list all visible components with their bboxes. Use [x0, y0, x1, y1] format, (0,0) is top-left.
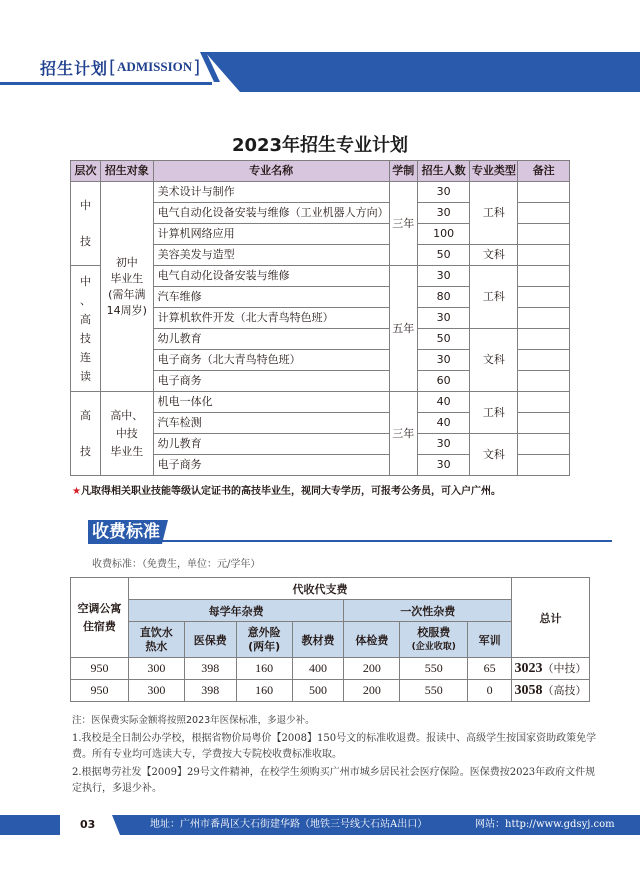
count-cell: 40 [417, 413, 470, 434]
major-name: 电气自动化设备安装与维修（工业机器人方向） [153, 203, 389, 224]
fee-value: 0 [468, 680, 512, 702]
major-name: 汽车维修 [153, 287, 389, 308]
count-cell: 30 [417, 350, 470, 371]
header-title-en: ADMISSION [117, 59, 193, 74]
table-row [71, 680, 590, 702]
count-cell: 50 [417, 245, 470, 266]
level-cell: 高 技 [71, 392, 101, 476]
total-header: 总计 [512, 578, 590, 658]
duration-cell: 三年 [389, 182, 417, 266]
header-duration: 学制 [389, 161, 417, 182]
level-cell: 中 、 高 技 连 读 [71, 266, 101, 392]
fee-item-uniform: 校服费 (企业收取) [400, 622, 468, 658]
remarks-cell [518, 287, 570, 308]
duration-cell: 五年 [389, 266, 417, 392]
type-cell: 文科 [470, 434, 518, 476]
page-title: 2023年招生专业计划 [231, 135, 409, 156]
count-cell: 30 [417, 182, 470, 203]
major-name: 幼儿教育 [153, 329, 389, 350]
remarks-cell [518, 455, 570, 476]
yearly-fee-header: 每学年杂费 [128, 600, 344, 622]
header-remarks: 备注 [518, 161, 570, 182]
remarks-cell [518, 329, 570, 350]
fee-subtitle: 收费标准：（免费生，单位：元/学年） [92, 559, 261, 570]
remarks-cell [518, 203, 570, 224]
once-fee-header: 一次性杂费 [344, 600, 512, 622]
footer-website[interactable]: 网站：http://www.gdsyj.com [475, 819, 615, 830]
major-name: 计算机网络应用 [153, 224, 389, 245]
count-cell: 60 [417, 371, 470, 392]
header-type: 专业类型 [470, 161, 518, 182]
header-bracket-close: ] [193, 56, 201, 78]
fee-value: 950 [71, 658, 129, 680]
target-junior-cell: 初中 毕业生 (需年满 14周岁) [100, 182, 153, 392]
fee-item-textbook: 教材费 [292, 622, 344, 658]
collect-header: 代收代支费 [128, 578, 511, 600]
header-count: 招生人数 [417, 161, 470, 182]
page-number: 03 [80, 818, 96, 831]
count-cell: 30 [417, 266, 470, 287]
remarks-cell [518, 308, 570, 329]
star-icon: ★ [72, 486, 81, 497]
fee-value: 500 [292, 680, 344, 702]
header-title [40, 52, 201, 82]
fee-value: 550 [400, 658, 468, 680]
table-row [71, 182, 570, 203]
fee-value: 950 [71, 680, 129, 702]
table-row [71, 392, 570, 413]
remarks-cell [518, 371, 570, 392]
qualification-note [72, 482, 501, 497]
remarks-cell [518, 182, 570, 203]
fee-value: 160 [236, 680, 292, 702]
count-cell: 30 [417, 434, 470, 455]
header-level: 层次 [71, 161, 101, 182]
level-cell: 中 技 [71, 182, 101, 266]
fee-value: 65 [468, 658, 512, 680]
major-name: 计算机软件开发（北大青鸟特色班） [153, 308, 389, 329]
qualification-note-text: 凡取得相关职业技能等级认定证书的高技毕业生，视同大专学历，可报考公务员，可入户广州。 [80, 486, 501, 497]
fee-value: 200 [344, 680, 400, 702]
type-cell: 工科 [470, 266, 518, 329]
major-name: 汽车检测 [153, 413, 389, 434]
remarks-cell [518, 434, 570, 455]
type-cell: 工科 [470, 182, 518, 245]
fee-value: 160 [236, 658, 292, 680]
type-cell: 文科 [470, 245, 518, 266]
remarks-cell [518, 350, 570, 371]
fee-value: 398 [184, 680, 236, 702]
header-title-cn: 招生计划 [40, 58, 109, 78]
header-bracket-open: [ [109, 56, 117, 78]
fee-value: 200 [344, 658, 400, 680]
count-cell: 40 [417, 392, 470, 413]
major-name: 电子商务（北大青鸟特色班） [153, 350, 389, 371]
major-name: 电子商务 [153, 371, 389, 392]
remarks-cell [518, 266, 570, 287]
count-cell: 100 [417, 224, 470, 245]
major-name: 机电一体化 [153, 392, 389, 413]
remarks-cell [518, 413, 570, 434]
policy-paragraph-2: 2.根据粤劳社发【2009】29号文件精神，在校学生须购买广州市城乡居民社会医疗保险。医保费按2023年政府文件规定执行，多退少补。 [72, 767, 596, 794]
remarks-cell [518, 224, 570, 245]
fee-item-training: 军训 [468, 622, 512, 658]
table-row [71, 658, 590, 680]
ac-dorm-header: 空调公寓 住宿费 [71, 578, 129, 658]
fee-item-insurance: 意外险 (两年) [236, 622, 292, 658]
header-major: 专业名称 [153, 161, 389, 182]
type-cell: 文科 [470, 329, 518, 392]
fee-total: 3023（中技） [512, 658, 590, 680]
type-cell: 工科 [470, 392, 518, 434]
fee-value: 550 [400, 680, 468, 702]
fee-header-row [71, 578, 590, 600]
fee-item-checkup: 体检费 [344, 622, 400, 658]
count-cell: 50 [417, 329, 470, 350]
fee-item-water: 直饮水 热水 [128, 622, 184, 658]
fee-footnote: 注：医保费实际金额将按照2023年医保标准，多退少补。 [72, 715, 315, 726]
fee-total: 3058（高技） [512, 680, 590, 702]
remarks-cell [518, 245, 570, 266]
major-name: 电子商务 [153, 455, 389, 476]
target-senior-cell: 高中、 中技 毕业生 [100, 392, 153, 476]
major-name: 美容美发与造型 [153, 245, 389, 266]
major-name: 美术设计与制作 [153, 182, 389, 203]
enrollment-plan-table [70, 160, 570, 476]
fee-value: 398 [184, 658, 236, 680]
duration-cell: 三年 [389, 392, 417, 476]
count-cell: 30 [417, 455, 470, 476]
major-name: 幼儿教育 [153, 434, 389, 455]
fee-table [70, 577, 590, 702]
header-target: 招生对象 [100, 161, 153, 182]
fee-value: 300 [128, 680, 184, 702]
policy-paragraph-1: 1.我校是全日制公办学校，根据省物价局粤价【2008】150号文的标准收退费。报读中、高级学生按国家资助政策免学费。所有专业均可选读大专，学费按大专院校收费标准收取。 [72, 733, 597, 760]
fee-section-title: 收费标准 [92, 522, 160, 542]
count-cell: 80 [417, 287, 470, 308]
fee-value: 400 [292, 658, 344, 680]
fee-value: 300 [128, 658, 184, 680]
fee-section-banner [88, 520, 612, 544]
footer-address: 地址：广州市番禺区大石街建华路（地铁三号线大石站A出口） [150, 819, 428, 830]
fee-item-medical: 医保费 [184, 622, 236, 658]
remarks-cell [518, 392, 570, 413]
count-cell: 30 [417, 308, 470, 329]
count-cell: 30 [417, 203, 470, 224]
major-name: 电气自动化设备安装与维修 [153, 266, 389, 287]
plan-table-header [71, 161, 570, 182]
